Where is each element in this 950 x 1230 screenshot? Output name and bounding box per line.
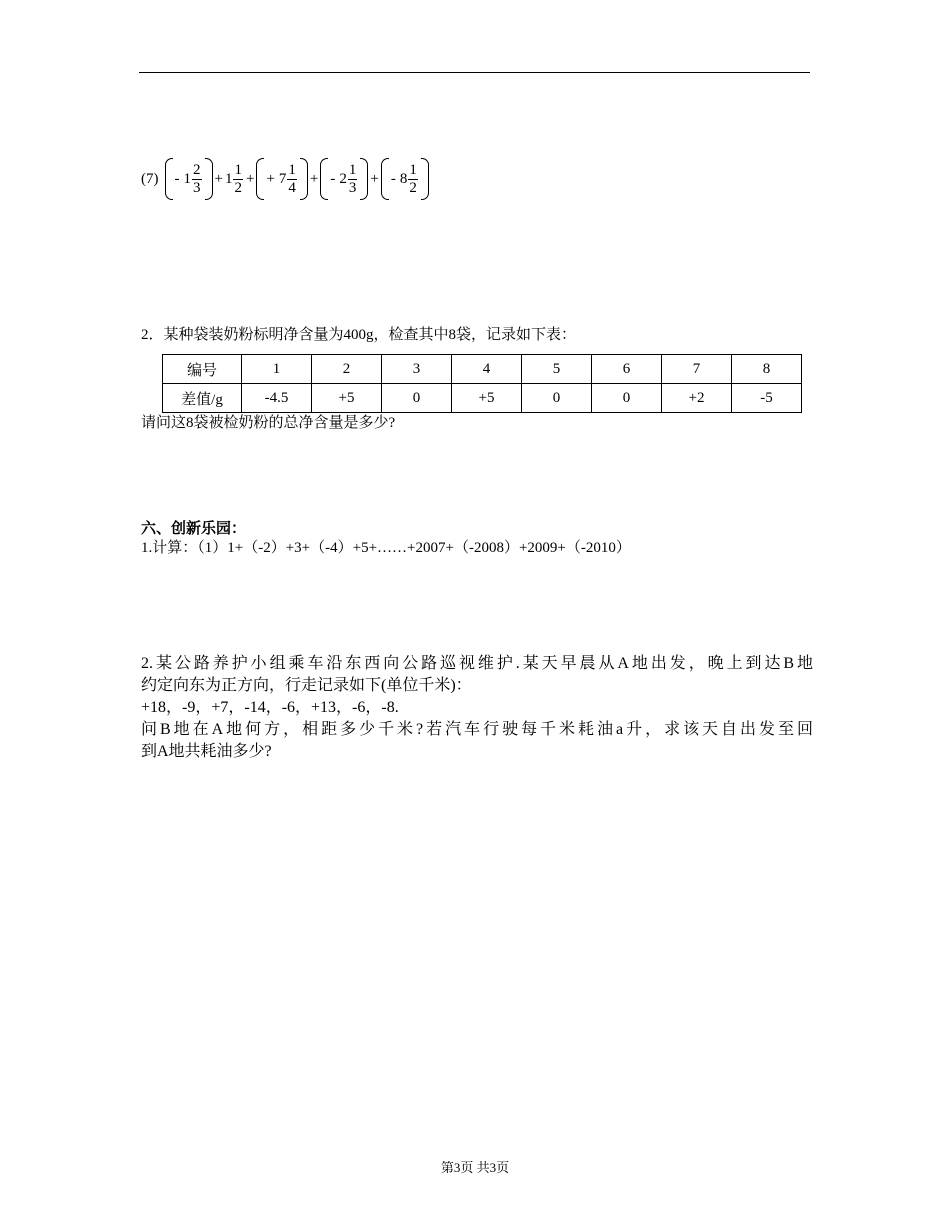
page-footer: 第3页 共3页 bbox=[440, 1160, 510, 1175]
table-cell: 7 bbox=[662, 355, 732, 384]
problem-line: +18，-9，+7，-14，-6，+13，-6，-8. bbox=[141, 699, 399, 716]
table-cell: +5 bbox=[312, 384, 382, 413]
section-6-heading: 六、创新乐园： bbox=[141, 521, 247, 537]
table-cell: 5 bbox=[522, 355, 592, 384]
table-cell: 6 bbox=[592, 355, 662, 384]
road-patrol-problem bbox=[141, 653, 813, 763]
table-cell: +2 bbox=[662, 384, 732, 413]
table-cell: 0 bbox=[522, 384, 592, 413]
milk-question-text: 请问这8袋被检奶粉的总净含量是多少? bbox=[141, 415, 396, 431]
table-cell: 编号 bbox=[163, 355, 242, 384]
table-cell: 2 bbox=[312, 355, 382, 384]
operator-plus: + bbox=[370, 170, 379, 187]
milk-question-intro: 2．某种袋装奶粉标明净含量为400g，检查其中8袋，记录如下表： bbox=[141, 327, 577, 343]
problem-7-expression bbox=[141, 154, 429, 204]
table-cell: +5 bbox=[452, 384, 522, 413]
problem-line: 到A地共耗油多少? bbox=[141, 743, 272, 760]
section-6-problem-1: 1.计算：（1）1+（-2）+3+（-4）+5+……+2007+（-2008）+2009+（-2010） bbox=[141, 540, 631, 556]
term-4: - 2 $\frac{1}{3}$ bbox=[320, 158, 368, 200]
problem-line: 2.某公路养护小组乘车沿东西向公路巡视维护.某天早晨从A地出发，晚上到达B地 bbox=[141, 655, 813, 672]
problem-7-label: (7) bbox=[141, 170, 159, 187]
operator-plus: + bbox=[309, 170, 319, 187]
term-5: - 8 $\frac{1}{2}$ bbox=[381, 158, 429, 200]
table-row bbox=[163, 355, 802, 384]
table-cell: 差值/g bbox=[163, 384, 242, 413]
operator-plus: + bbox=[245, 170, 255, 187]
term-3: + 7 $\frac{1}{4}$ bbox=[256, 158, 307, 200]
term-1: - 1 $\frac{2}{3}$ bbox=[165, 158, 213, 200]
table-cell: 0 bbox=[382, 384, 452, 413]
table-cell: -4.5 bbox=[242, 384, 312, 413]
operator-plus: + bbox=[214, 170, 223, 187]
table-cell: 8 bbox=[732, 355, 802, 384]
problem-line: 问B地在A地何方，相距多少千米?若汽车行驶每千米耗油a升，求该天自出发至回 bbox=[141, 721, 813, 738]
table-cell: 1 bbox=[242, 355, 312, 384]
table-row bbox=[163, 384, 802, 413]
table-cell: 3 bbox=[382, 355, 452, 384]
table-cell: 4 bbox=[452, 355, 522, 384]
term-2: 1 $\frac{1}{2}$ bbox=[224, 161, 242, 196]
problem-line: 约定向东为正方向，行走记录如下(单位千米)： bbox=[141, 677, 472, 694]
header-rule bbox=[139, 72, 810, 73]
milk-record-table bbox=[162, 354, 802, 413]
table-cell: -5 bbox=[732, 384, 802, 413]
table-cell: 0 bbox=[592, 384, 662, 413]
